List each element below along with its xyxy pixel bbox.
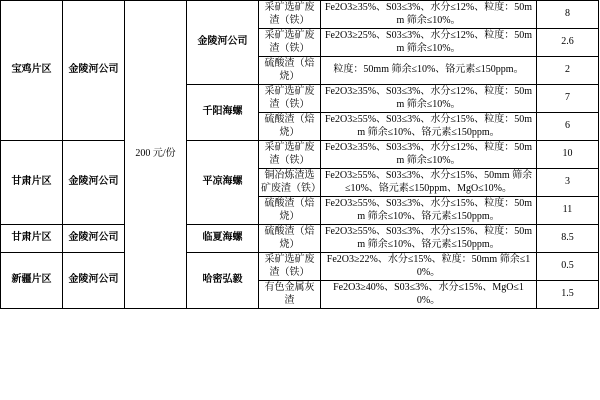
cell-spec: Fe2O3≥55%、S03≤3%、水分≤15%、粒度：50mm 筛余≤10%、铬元素≤150ppm。 (321, 197, 537, 225)
cell-quantity: 2.6 (537, 29, 599, 57)
table-row (1, 141, 599, 169)
cell-quantity: 0.5 (537, 253, 599, 281)
cell-spec: Fe2O3≥55%、S03≤3%、水分≤15%、粒度：50mm 筛余≤10%、铬元素≤150ppm。 (321, 113, 537, 141)
cell-material: 硫酸渣（焙烧） (259, 113, 321, 141)
cell-quantity: 8.5 (537, 225, 599, 253)
cell-quantity: 1.5 (537, 281, 599, 309)
cell-site: 哈密弘毅 (187, 253, 259, 309)
cell-spec: Fe2O3≥22%、水分≤15%、粒度：50mm 筛余≤10%。 (321, 253, 537, 281)
cell-material: 采矿选矿废渣（铁） (259, 253, 321, 281)
cell-spec: Fe2O3≥40%、S03≤3%、水分≤15%、MgO≤10%。 (321, 281, 537, 309)
cell-material: 采矿选矿废渣（铁） (259, 29, 321, 57)
cell-region: 新疆片区 (1, 253, 63, 309)
cell-company: 金陵河公司 (63, 253, 125, 309)
cell-spec: Fe2O3≥25%、S03≤3%、水分≤12%、粒度：50mm 筛余≤10%。 (321, 29, 537, 57)
cell-quantity: 10 (537, 141, 599, 169)
cell-site: 千阳海螺 (187, 85, 259, 141)
cell-material: 有色金属灰渣 (259, 281, 321, 309)
table-row (1, 1, 599, 29)
cell-material: 硫酸渣（焙烧） (259, 57, 321, 85)
cell-company: 金陵河公司 (63, 1, 125, 141)
cell-spec: 粒度：50mm 筛余≤10%、铬元素≤150ppm。 (321, 57, 537, 85)
cell-spec: Fe2O3≥55%、S03≤3%、水分≤15%、50mm 筛余≤10%、铬元素≤150ppm、MgO≤10%。 (321, 169, 537, 197)
cell-material: 采矿选矿废渣（铁） (259, 1, 321, 29)
cell-spec: Fe2O3≥35%、S03≤3%、水分≤12%、粒度：50mm 筛余≤10%。 (321, 141, 537, 169)
cell-material: 铜冶炼渣选矿废渣（铁） (259, 169, 321, 197)
cell-price: 200 元/份 (125, 1, 187, 309)
cell-region: 甘肃片区 (1, 141, 63, 225)
cell-material: 采矿选矿废渣（铁） (259, 85, 321, 113)
cell-region: 甘肃片区 (1, 225, 63, 253)
cell-site: 平凉海螺 (187, 141, 259, 225)
cell-region: 宝鸡片区 (1, 1, 63, 141)
cell-spec: Fe2O3≥35%、S03≤3%、水分≤12%、粒度：50mm 筛余≤10%。 (321, 85, 537, 113)
cell-material: 硫酸渣（焙烧） (259, 225, 321, 253)
cell-material: 硫酸渣（焙烧） (259, 197, 321, 225)
cell-quantity: 3 (537, 169, 599, 197)
table-row (1, 253, 599, 281)
cell-quantity: 8 (537, 1, 599, 29)
cell-quantity: 11 (537, 197, 599, 225)
cell-quantity: 2 (537, 57, 599, 85)
cell-site: 金陵河公司 (187, 1, 259, 85)
cell-quantity: 6 (537, 113, 599, 141)
cell-spec: Fe2O3≥55%、S03≤3%、水分≤15%、粒度：50mm 筛余≤10%、铬元素≤150ppm。 (321, 225, 537, 253)
cell-company: 金陵河公司 (63, 141, 125, 225)
cell-quantity: 7 (537, 85, 599, 113)
cell-company: 金陵河公司 (63, 225, 125, 253)
table-row (1, 225, 599, 253)
cell-material: 采矿选矿废渣（铁） (259, 141, 321, 169)
cell-spec: Fe2O3≥35%、S03≤3%、水分≤12%、粒度：50mm 筛余≤10%。 (321, 1, 537, 29)
cell-site: 临夏海螺 (187, 225, 259, 253)
